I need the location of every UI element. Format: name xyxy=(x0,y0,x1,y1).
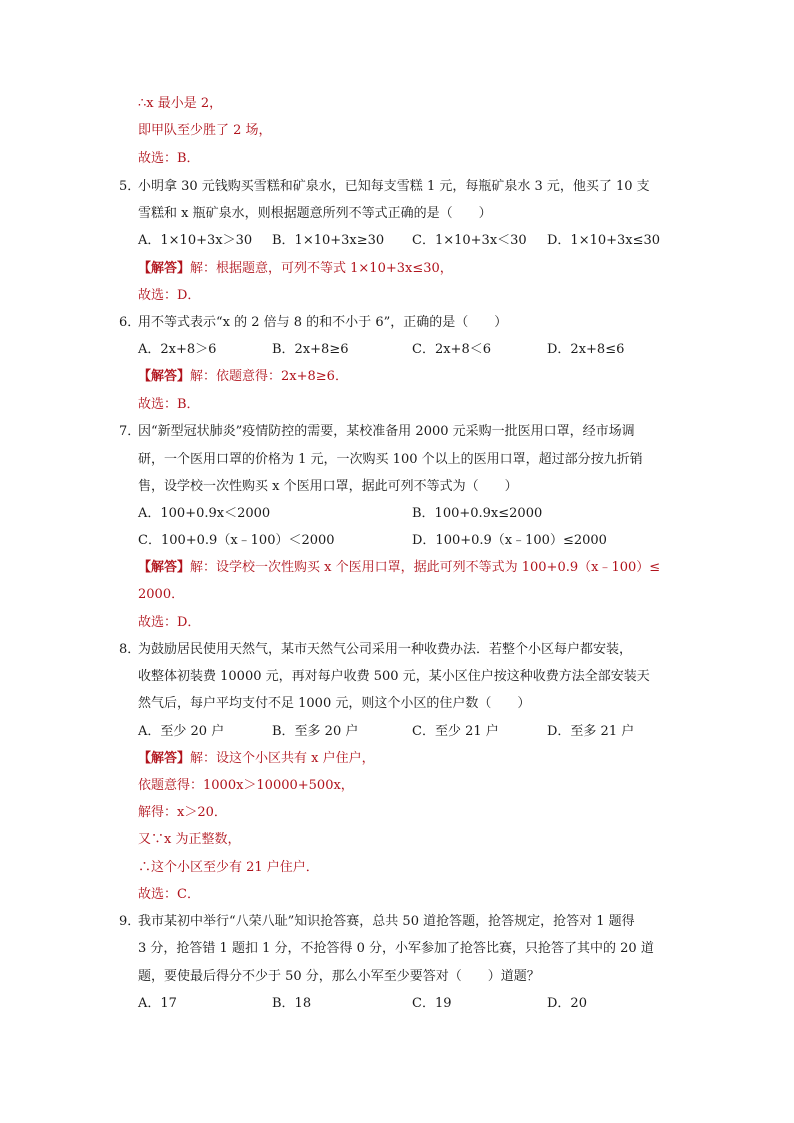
q9-option-c: C．19 xyxy=(412,996,452,1011)
q8-option-a: A．至少 20 户 xyxy=(138,724,225,739)
q8-solution-line-4: 又∵x 为正整数， xyxy=(138,832,241,847)
prev-solution-line-2: 即甲队至少胜了 2 场， xyxy=(138,123,272,138)
q6-option-b: B．2x+8≥6 xyxy=(272,342,349,357)
q7-solution-text: 解：设学校一次性购买 x 个医用口罩，据此可列不等式为 100+0.9（x﹣100）≤ xyxy=(190,560,661,575)
prev-answer: 故选：B． xyxy=(138,151,200,166)
q5-option-a: A．1×10+3x＞30 xyxy=(138,233,253,248)
q6-option-a: A．2x+8＞6 xyxy=(138,342,217,357)
q6-text-line-1: 用不等式表示“x 的 2 倍与 8 的和不小于 6”，正确的是（ ） xyxy=(138,315,508,330)
q6-answer: 故选：B． xyxy=(138,397,200,412)
q7-option-b: B．100+0.9x≤2000 xyxy=(412,506,543,521)
q7-text-line-1: 因“新型冠状肺炎”疫情防控的需要，某校准备用 2000 元采购一批医用口罩，经市场调 xyxy=(138,424,635,439)
q7-solution-tag: 【解答】 xyxy=(138,560,191,575)
q6-option-c: C．2x+8＜6 xyxy=(412,342,491,357)
q5-solution-tag: 【解答】 xyxy=(138,261,191,276)
q5-option-b: B．1×10+3x≥30 xyxy=(272,233,385,248)
q8-solution-line-1 xyxy=(138,749,375,769)
q5-number: 5． xyxy=(119,179,141,194)
q7-option-a: A．100+0.9x＜2000 xyxy=(138,506,271,521)
q5-solution xyxy=(138,259,453,279)
q7-text-line-3: 售，设学校一次性购买 x 个医用口罩，据此可列不等式为（ ） xyxy=(138,479,518,494)
q8-solution-line-5: ∴这个小区至少有 21 户住户． xyxy=(138,860,319,875)
q7-solution-line-2: 2000． xyxy=(138,587,185,602)
q8-option-b: B．至多 20 户 xyxy=(272,724,359,739)
q5-text-line-1: 小明拿 30 元钱购买雪糕和矿泉水，已知每支雪糕 1 元，每瓶矿泉水 3 元，他买了 10 支 xyxy=(138,179,650,194)
q7-number: 7． xyxy=(119,424,141,439)
q8-text-line-1: 为鼓励居民使用天然气，某市天然气公司采用一种收费办法．若整个小区每户都安装， xyxy=(138,642,633,657)
q9-text-line-3: 题，要使最后得分不少于 50 分，那么小军至少要答对（ ）道题？ xyxy=(138,969,540,984)
q6-solution-tag: 【解答】 xyxy=(138,369,191,384)
q8-solution-line-2: 依题意得：1000x＞10000+500x， xyxy=(138,778,354,793)
q7-option-d: D．100+0.9（x﹣100）≤2000 xyxy=(412,533,607,548)
q5-solution-text: 解：根据题意，可列不等式 1×10+3x≤30， xyxy=(190,261,453,276)
q6-solution xyxy=(138,367,348,387)
q6-number: 6． xyxy=(119,315,141,330)
q5-option-d: D．1×10+3x≤30 xyxy=(547,233,661,248)
q7-text-line-2: 研，一个医用口罩的价格为 1 元，一次购买 100 个以上的医用口罩，超过部分按九折销 xyxy=(138,452,643,467)
q9-text-line-2: 3 分，抢答错 1 题扣 1 分，不抢答得 0 分，小军参加了抢答比赛，只抢答了其中的 20 道 xyxy=(138,941,654,956)
q8-option-c: C．至少 21 户 xyxy=(412,724,499,739)
q6-solution-text: 解：依题意得：2x+8≥6． xyxy=(190,369,348,384)
q9-option-a: A．17 xyxy=(138,996,177,1011)
q8-solution-tag: 【解答】 xyxy=(138,751,191,766)
q8-answer: 故选：C． xyxy=(138,887,200,902)
q8-text-line-2: 收整体初装费 10000 元，再对每户收费 500 元，某小区住户按这种收费方法全部安装天 xyxy=(138,669,650,684)
q9-number: 9． xyxy=(119,914,141,929)
q8-option-d: D．至多 21 户 xyxy=(547,724,635,739)
q5-answer: 故选：D． xyxy=(138,288,201,303)
q7-option-c: C．100+0.9（x﹣100）＜2000 xyxy=(138,533,335,548)
q9-text-line-1: 我市某初中举行“八荣八耻”知识抢答赛，总共 50 道抢答题，抢答规定，抢答对 1 题得 xyxy=(138,914,635,929)
q7-solution-line-1 xyxy=(138,558,660,578)
q5-text-line-2: 雪糕和 x 瓶矿泉水，则根据题意所列不等式正确的是（ ） xyxy=(138,206,492,221)
prev-solution-line-1: ∴x 最小是 2， xyxy=(138,96,223,111)
q8-solution-text: 解：设这个小区共有 x 户住户， xyxy=(190,751,375,766)
q9-option-b: B．18 xyxy=(272,996,312,1011)
q6-option-d: D．2x+8≤6 xyxy=(547,342,625,357)
q7-answer: 故选：D． xyxy=(138,615,201,630)
q8-number: 8． xyxy=(119,642,141,657)
q5-option-c: C．1×10+3x＜30 xyxy=(412,233,527,248)
q8-solution-line-3: 解得：x＞20． xyxy=(138,805,227,820)
q9-option-d: D．20 xyxy=(547,996,587,1011)
q8-text-line-3: 然气后，每户平均支付不足 1000 元，则这个小区的住户数（ ） xyxy=(138,696,531,711)
